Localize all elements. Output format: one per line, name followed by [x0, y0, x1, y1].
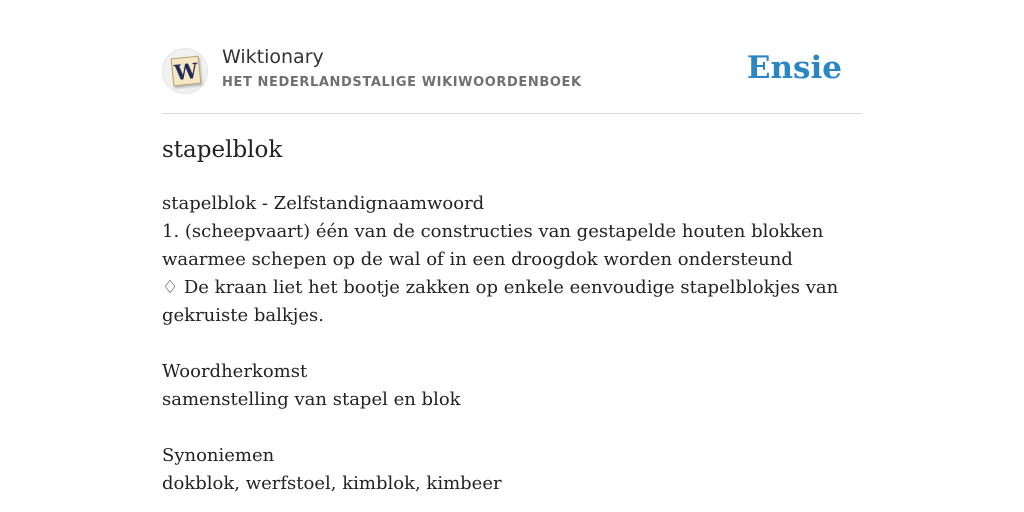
- entry-content: [162, 190, 872, 498]
- site-header: [162, 46, 862, 96]
- synonyms-text: dokblok, werfstoel, kimblok, kimbeer: [162, 473, 502, 494]
- etymology-heading: Woordherkomst: [162, 361, 308, 382]
- entry-title: stapelblok: [162, 137, 283, 163]
- spacer: [162, 330, 872, 358]
- wiktionary-logo-icon: W: [171, 56, 202, 87]
- ensie-brand-link[interactable]: Ensie: [746, 50, 842, 86]
- site-tagline: HET NEDERLANDSTALIGE WIKIWOORDENBOEK: [222, 75, 582, 90]
- etymology-text: samenstelling van stapel en blok: [162, 389, 461, 410]
- synonyms-heading: Synoniemen: [162, 445, 275, 466]
- definition-heading: stapelblok - Zelfstandignaamwoord: [162, 193, 485, 214]
- site-name[interactable]: Wiktionary: [222, 46, 324, 68]
- spacer: [162, 414, 872, 442]
- wiktionary-logo[interactable]: [162, 48, 208, 94]
- definition-text: 1. (scheepvaart) één van de constructies van gestapelde houten blokken waarmee schepen op de wal of in een droogdok worden ondersteund: [162, 221, 824, 270]
- header-divider: [162, 113, 862, 114]
- example-text: ♢ De kraan liet het bootje zakken op enkele eenvoudige stapelblokjes van gekruiste balkjes.: [162, 277, 839, 326]
